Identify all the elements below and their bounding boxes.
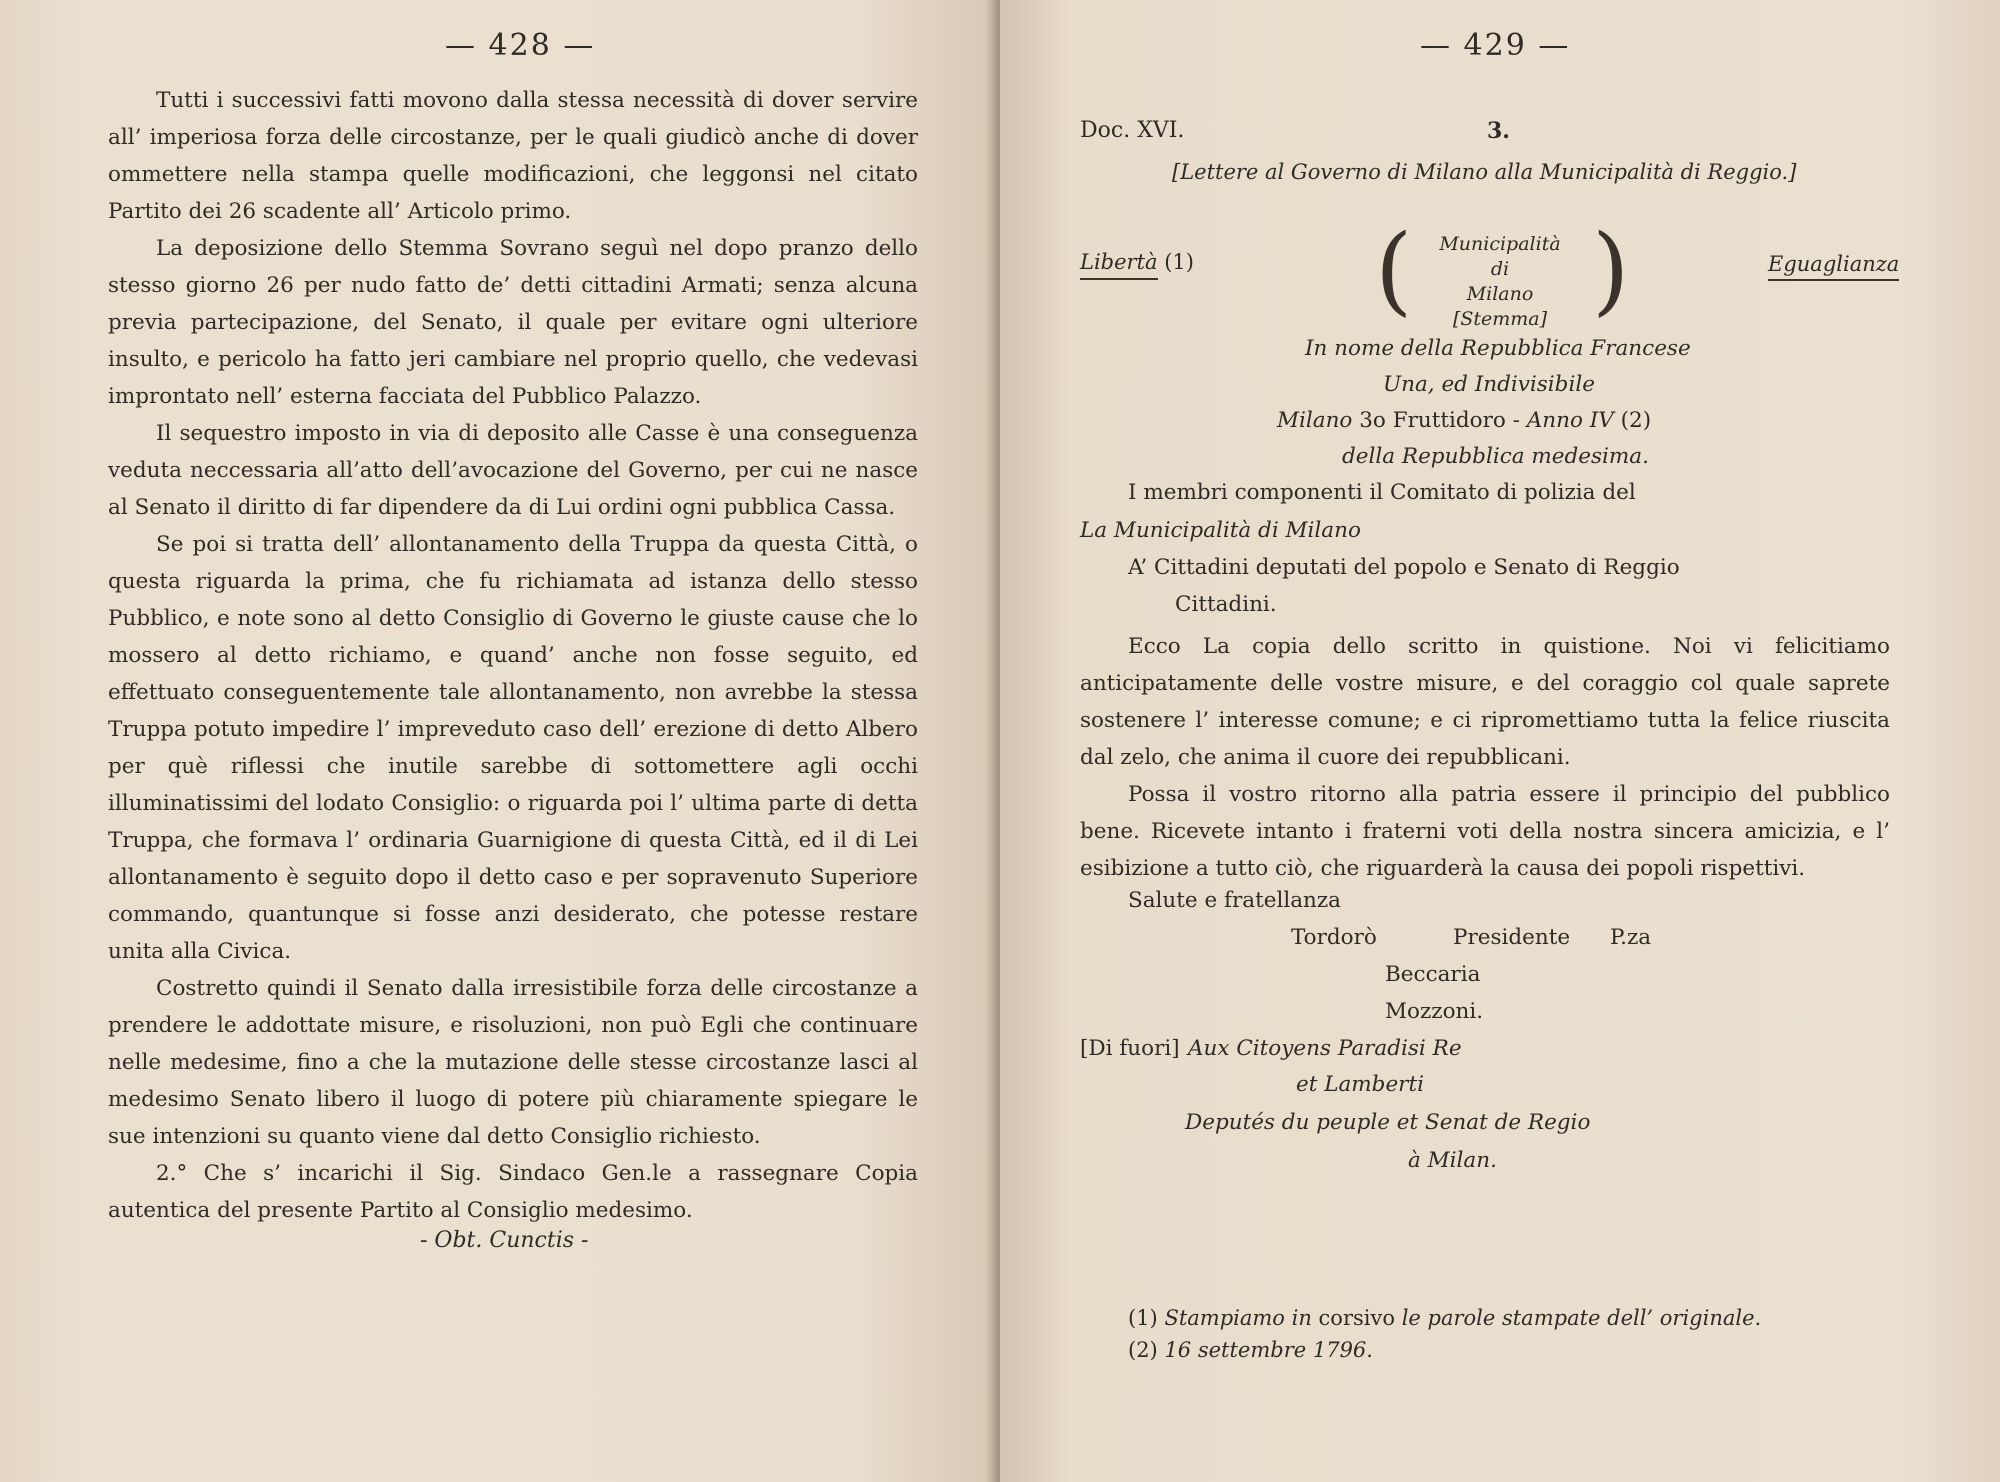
address-line: A’ Cittadini deputati del popolo e Senato di Reggio	[1128, 555, 1680, 580]
paragraph: Se poi si tratta dell’ allontanamento della Truppa da questa Città, o questa riguarda la prima, che fu richiamata ad istanza dello stesso Pubblico, e note sono al detto Consiglio di Governo le giuste cause che lo mossero al detto richiamo, e quand’ anche non fosse seguito, ed effettuato conseguentemente tale allontanamento, non avrebbe la stessa Truppa potuto impedire l’ impreveduto caso dell’ erezione di detto Albero per què riflessi che inutile sarebbe di sottomettere agli occhi illuminatissimi del lodato Consiglio: o riguarda poi l’ ultima parte di detta Truppa, che formava l’ ordinaria Guarnigione di questa Città, ed il di Lei allontanamento è seguito dopo il detto caso e per sopravenuto Superiore commando, quantunque si fosse anzi desiderato, che potesse restare unita alla Civica.	[108, 532, 918, 964]
seal-left-bracket: (	[1375, 214, 1413, 326]
outside-line: Aux Citoyens Paradisi Re	[1188, 1036, 1462, 1061]
footnote-ref: (1)	[1164, 250, 1194, 274]
footnote	[1128, 1338, 1373, 1362]
doc-title: [Lettere al Governo di Milano alla Municipalità di Reggio.]	[1172, 160, 1797, 184]
outside-line: Deputés du peuple et Senat de Regio	[1185, 1110, 1591, 1135]
outside-line: et Lamberti	[1296, 1072, 1424, 1097]
salutation: Cittadini.	[1175, 592, 1277, 617]
seal-line: Milano	[1466, 283, 1534, 305]
footnote-text: le parole stampate dell’ originale.	[1401, 1306, 1762, 1330]
paragraph: Costretto quindi il Senato dalla irresistibile forza delle circostanze a prendere le addottate misure, e risoluzioni, non può Egli che continuare nelle medesime, fino a che la mutazione delle stesse circostanze lasci al medesimo Senato libero il luogo di potere più chiaramente spiegare le sue intenzioni su quanto viene dal detto Consiglio richiesto.	[108, 976, 918, 1149]
header-line: Una, ed Indivisibile	[1383, 372, 1595, 397]
municipality-line: La Municipalità di Milano	[1080, 518, 1361, 543]
seal-block	[1405, 232, 1595, 332]
seal-right-bracket: )	[1592, 214, 1630, 326]
liberta-heading	[1080, 250, 1194, 274]
committee-line: I membri componenti il Comitato di polizia del	[1128, 480, 1636, 505]
doc-number: 3.	[1487, 118, 1510, 144]
signature-name: Tordorò	[1291, 925, 1377, 950]
paragraph: Ecco La copia dello scritto in quistione. Noi vi felicitiamo anticipatamente delle vostre misure, e del coraggio col quale saprete sostenere l’ interesse comune; e ci ripromettiamo tutta la felice riuscita dal zelo, che anima il cuore dei repubblicani.	[1080, 634, 1890, 770]
seal-line: [Stemma]	[1452, 308, 1548, 330]
liberta-word: Libertà	[1080, 250, 1158, 280]
left-page-number: — 428 —	[445, 28, 596, 63]
signature-abbrev: P.za	[1610, 925, 1652, 950]
date-place: Milano	[1277, 408, 1353, 433]
republic-line: della Repubblica medesima.	[1342, 444, 1649, 469]
doc-label: Doc. XVI.	[1080, 118, 1185, 143]
left-page-body	[108, 82, 918, 1229]
date-year: Anno IV	[1526, 408, 1614, 433]
header-line: In nome della Repubblica Francese	[1305, 336, 1691, 361]
seal-line: di	[1490, 258, 1510, 280]
signature-name: Beccaria	[1385, 962, 1481, 987]
paragraph: Possa il vostro ritorno alla patria essere il principio del pubblico bene. Ricevete intanto i fraterni voti della nostra sincera amicizia, e l’ esibizione a tutto ciò, che riguarderà la causa dei popoli rispettivi.	[1080, 782, 1890, 881]
paragraph: La deposizione dello Stemma Sovrano seguì nel dopo pranzo dello stesso giorno 26 per nudo fatto de’ detti cittadini Armati; senza alcuna previa partecipazione, del Senato, il quale per evitare ogni ulteriore insulto, e pericolo ha fatto jeri cambiare nel proprio quello, che vedevasi improntato nell’ esterna facciata del Pubblico Palazzo.	[108, 236, 918, 409]
outside-label: [Di fuori]	[1080, 1036, 1180, 1061]
seal-line: Municipalità	[1439, 233, 1561, 255]
paragraph: Il sequestro imposto in via di deposito alle Casse è una conseguenza veduta neccessaria all’atto dell’avocazione del Governo, per cui ne nasce al Senato il diritto di far dipendere da di Lui ordini ogni pubblica Cassa.	[108, 421, 918, 520]
left-page	[0, 0, 995, 1482]
footnote-number: (1)	[1128, 1306, 1158, 1330]
right-page	[1000, 0, 2000, 1482]
paragraph: 2.° Che s’ incarichi il Sig. Sindaco Gen.le a rassegnare Copia autentica del presente Partito al Consiglio medesimo.	[108, 1161, 918, 1223]
date-value: 3o Fruttidoro -	[1359, 408, 1520, 433]
footnote-text: corsivo	[1318, 1306, 1395, 1330]
eguaglianza-heading: Eguaglianza	[1768, 252, 1899, 281]
date-line	[1277, 408, 1651, 433]
closing-greeting: Salute e fratellanza	[1128, 888, 1342, 913]
date-note: (2)	[1620, 408, 1652, 433]
outside-line: à Milan.	[1408, 1148, 1497, 1173]
right-page-body	[1080, 628, 1890, 887]
signature-name: Mozzoni.	[1385, 999, 1484, 1024]
closing-formula: - Obt. Cunctis -	[420, 1228, 589, 1253]
footnote	[1128, 1306, 1761, 1330]
footnote-text: Stampiamo in	[1164, 1306, 1312, 1330]
footnote-number: (2)	[1128, 1338, 1158, 1362]
paragraph: Tutti i successivi fatti movono dalla stessa necessità di dover servire all’ imperiosa forza delle circostanze, per le quali giudicò anche di dover ommettere nella stampa quelle modificazioni, che leggonsi nel citato Partito dei 26 scadente all’ Articolo primo.	[108, 88, 918, 224]
footnote-text: 16 settembre 1796.	[1164, 1338, 1373, 1362]
signature-role: Presidente	[1453, 925, 1571, 950]
right-page-number: — 429 —	[1420, 28, 1571, 63]
